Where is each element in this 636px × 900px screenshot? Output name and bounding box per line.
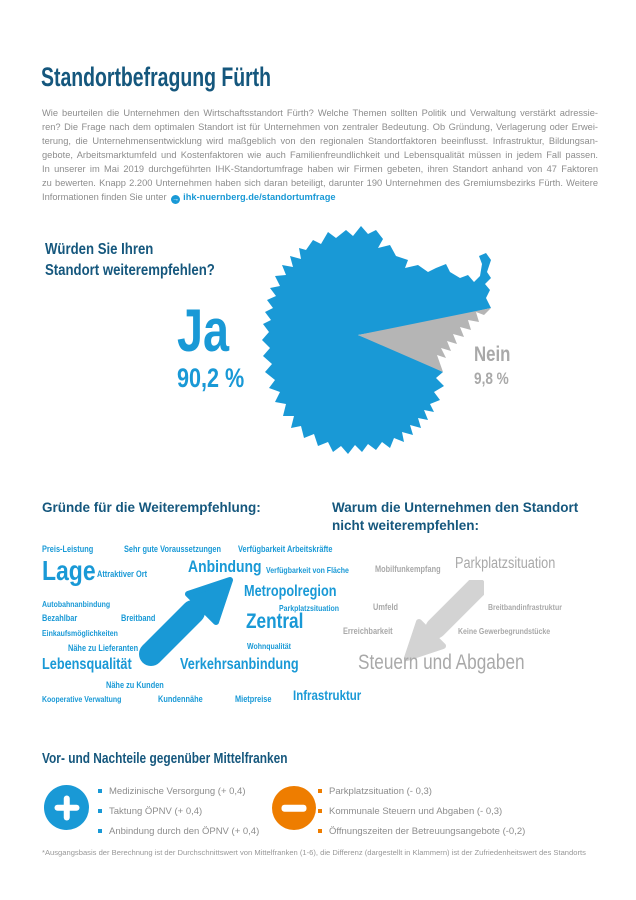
pro-cloud-word: Kooperative Verwaltung xyxy=(42,694,122,704)
advantage-item xyxy=(98,826,259,846)
pro-cloud-word: Einkaufsmöglichkeiten xyxy=(42,628,118,638)
intro-line: terung, die Unternehmensentwicklung wird maßgeblich von den regionalen Standortfaktoren beeinflusst. Infrastruktur, Bildungsan- xyxy=(42,136,598,146)
no-label: Nein xyxy=(474,343,511,366)
pro-cloud-word: Verfügbarkeit Arbeitskräfte xyxy=(238,544,333,554)
survey-link[interactable]: ihk-nuernberg.de/standortumfrage xyxy=(183,192,336,202)
disadvantage-item-label: Parkplatzsituation (- 0,3) xyxy=(329,786,432,797)
arrow-right-circle-icon: → xyxy=(172,196,180,203)
advantages-list xyxy=(98,786,259,846)
intro-line: ren? Die Frage nach dem optimalen Standort ist für Unternehmen von zentraler Bedeutung. Ob Gründung, Verlagerung oder Erwei- xyxy=(42,122,598,132)
intro-lines xyxy=(42,106,598,190)
pro-cloud-word: Metropolregion xyxy=(244,583,337,600)
contra-cloud-word: Mobilfunkempfang xyxy=(375,564,441,574)
square-bullet-icon xyxy=(318,829,322,833)
intro-last-line xyxy=(42,190,598,204)
no-value: 9,8 % xyxy=(474,369,509,388)
intro-line: gebote, Arbeitsmarktumfeld und Kostenfaktoren wie auch Familienfreundlichkeit und Lebensqualität müssen in jedem Fall passen. xyxy=(42,150,598,160)
intro-line: Wie beurteilen die Unternehmen den Wirtschaftsstandort Fürth? Welche Themen sollten Politik und Verwaltung verstärkt adressie- xyxy=(42,108,598,118)
recommend-question xyxy=(45,239,215,281)
disadvantage-item-label: Kommunale Steuern und Abgaben (- 0,3) xyxy=(329,806,503,817)
page-title: Standortbefragung Fürth xyxy=(41,62,272,92)
footnote: *Ausgangsbasis der Berechnung ist der Durchschnittswert von Mittelfranken (1-6), die Differenz (dargestellt in Klammern) ist der Zufriedenheitswert des Standorts xyxy=(42,848,586,857)
pro-cloud-word: Preis-Leistung xyxy=(42,544,94,554)
pro-cloud-word: Breitband xyxy=(121,613,156,623)
pro-cloud-word: Lebensqualität xyxy=(42,656,132,673)
advantage-item-label: Medizinische Versorgung (+ 0,4) xyxy=(109,786,246,797)
contra-cloud-heading-line1: Warum die Unternehmen den Standort xyxy=(332,500,579,515)
pro-cloud-word: Sehr gute Voraussetzungen xyxy=(124,544,222,554)
recommend-question-line2: Standort weiterempfehlen? xyxy=(45,262,215,279)
disadvantage-item xyxy=(318,806,525,826)
comparison-heading: Vor- und Nachteile gegenüber Mittelfranken xyxy=(42,751,288,767)
intro-line: zu bewerten. Knapp 2.200 Unternehmen haben sich daran beteiligt, darunter 190 Unternehmen des Gremiumsbezirks Fürth. Weitere xyxy=(42,178,598,188)
yes-label: Ja xyxy=(177,297,230,364)
intro-paragraph xyxy=(42,106,598,204)
contra-cloud-word: Keine Gewerbegrundstücke xyxy=(458,626,551,636)
pro-cloud-word: Wohnqualität xyxy=(247,641,292,651)
plus-circle-icon xyxy=(44,785,89,830)
disadvantage-item xyxy=(318,826,525,846)
contra-cloud-word: Breitbandinfrastruktur xyxy=(488,602,562,612)
contra-cloud-word: Parkplatzsituation xyxy=(455,555,556,572)
yes-value: 90,2 % xyxy=(177,363,245,393)
pro-cloud-word: Kundennähe xyxy=(158,694,203,704)
disadvantages-list xyxy=(318,786,525,846)
pro-cloud-word: Bezahlbar xyxy=(42,613,78,623)
pro-cloud-word: Parkplatzsituation xyxy=(279,603,340,613)
advantage-item xyxy=(98,806,259,826)
minus-circle-icon xyxy=(272,786,316,830)
pro-cloud-word: Infrastruktur xyxy=(293,687,362,703)
advantage-item-label: Anbindung durch den ÖPNV (+ 0,4) xyxy=(109,826,260,837)
pro-cloud-heading: Gründe für die Weiterempfehlung: xyxy=(42,500,261,515)
pro-cloud-word: Zentral xyxy=(246,610,304,633)
fuerth-district-map xyxy=(258,220,502,482)
disadvantage-item-label: Öffnungszeiten der Betreuungsangebote (-0,2) xyxy=(329,826,526,837)
square-bullet-icon xyxy=(98,829,102,833)
pro-cloud-word: Verkehrsanbindung xyxy=(180,656,299,673)
square-bullet-icon xyxy=(98,809,102,813)
pro-cloud-word: Lage xyxy=(42,555,96,586)
pro-cloud-word: Anbindung xyxy=(188,557,262,576)
pro-cloud-word: Verfügbarkeit von Fläche xyxy=(266,565,349,575)
pro-cloud-word: Attraktiver Ort xyxy=(97,569,148,579)
minus-bar-h xyxy=(282,805,307,812)
advantage-item-label: Taktung ÖPNV (+ 0,4) xyxy=(109,806,203,817)
advantage-item xyxy=(98,786,259,806)
recommend-question-line1: Würden Sie Ihren xyxy=(45,241,154,258)
contra-cloud-heading xyxy=(332,499,578,535)
square-bullet-icon xyxy=(318,809,322,813)
intro-last-line-text: Informationen finden Sie unter xyxy=(42,192,167,202)
contra-cloud-word: Steuern und Abgaben xyxy=(358,651,525,674)
pro-cloud-word: Mietpreise xyxy=(235,694,272,704)
pro-cloud-word: Nähe zu Lieferanten xyxy=(68,643,139,653)
disadvantage-item xyxy=(318,786,525,806)
contra-cloud-heading-line2: nicht weiterempfehlen: xyxy=(332,518,480,533)
contra-cloud-word: Umfeld xyxy=(373,602,399,612)
pro-cloud-word: Nähe zu Kunden xyxy=(106,680,164,690)
square-bullet-icon xyxy=(98,789,102,793)
plus-bar-v xyxy=(63,795,70,820)
intro-line: In unserer im Mai 2019 durchgeführten IHK-Standortumfrage haben wir Firmen gebeten, ihren Standort anhand von 47 Faktoren xyxy=(42,164,598,174)
pro-cloud-word: Autobahnanbindung xyxy=(42,599,111,609)
square-bullet-icon xyxy=(318,789,322,793)
contra-cloud-word: Erreichbarkeit xyxy=(343,626,393,636)
